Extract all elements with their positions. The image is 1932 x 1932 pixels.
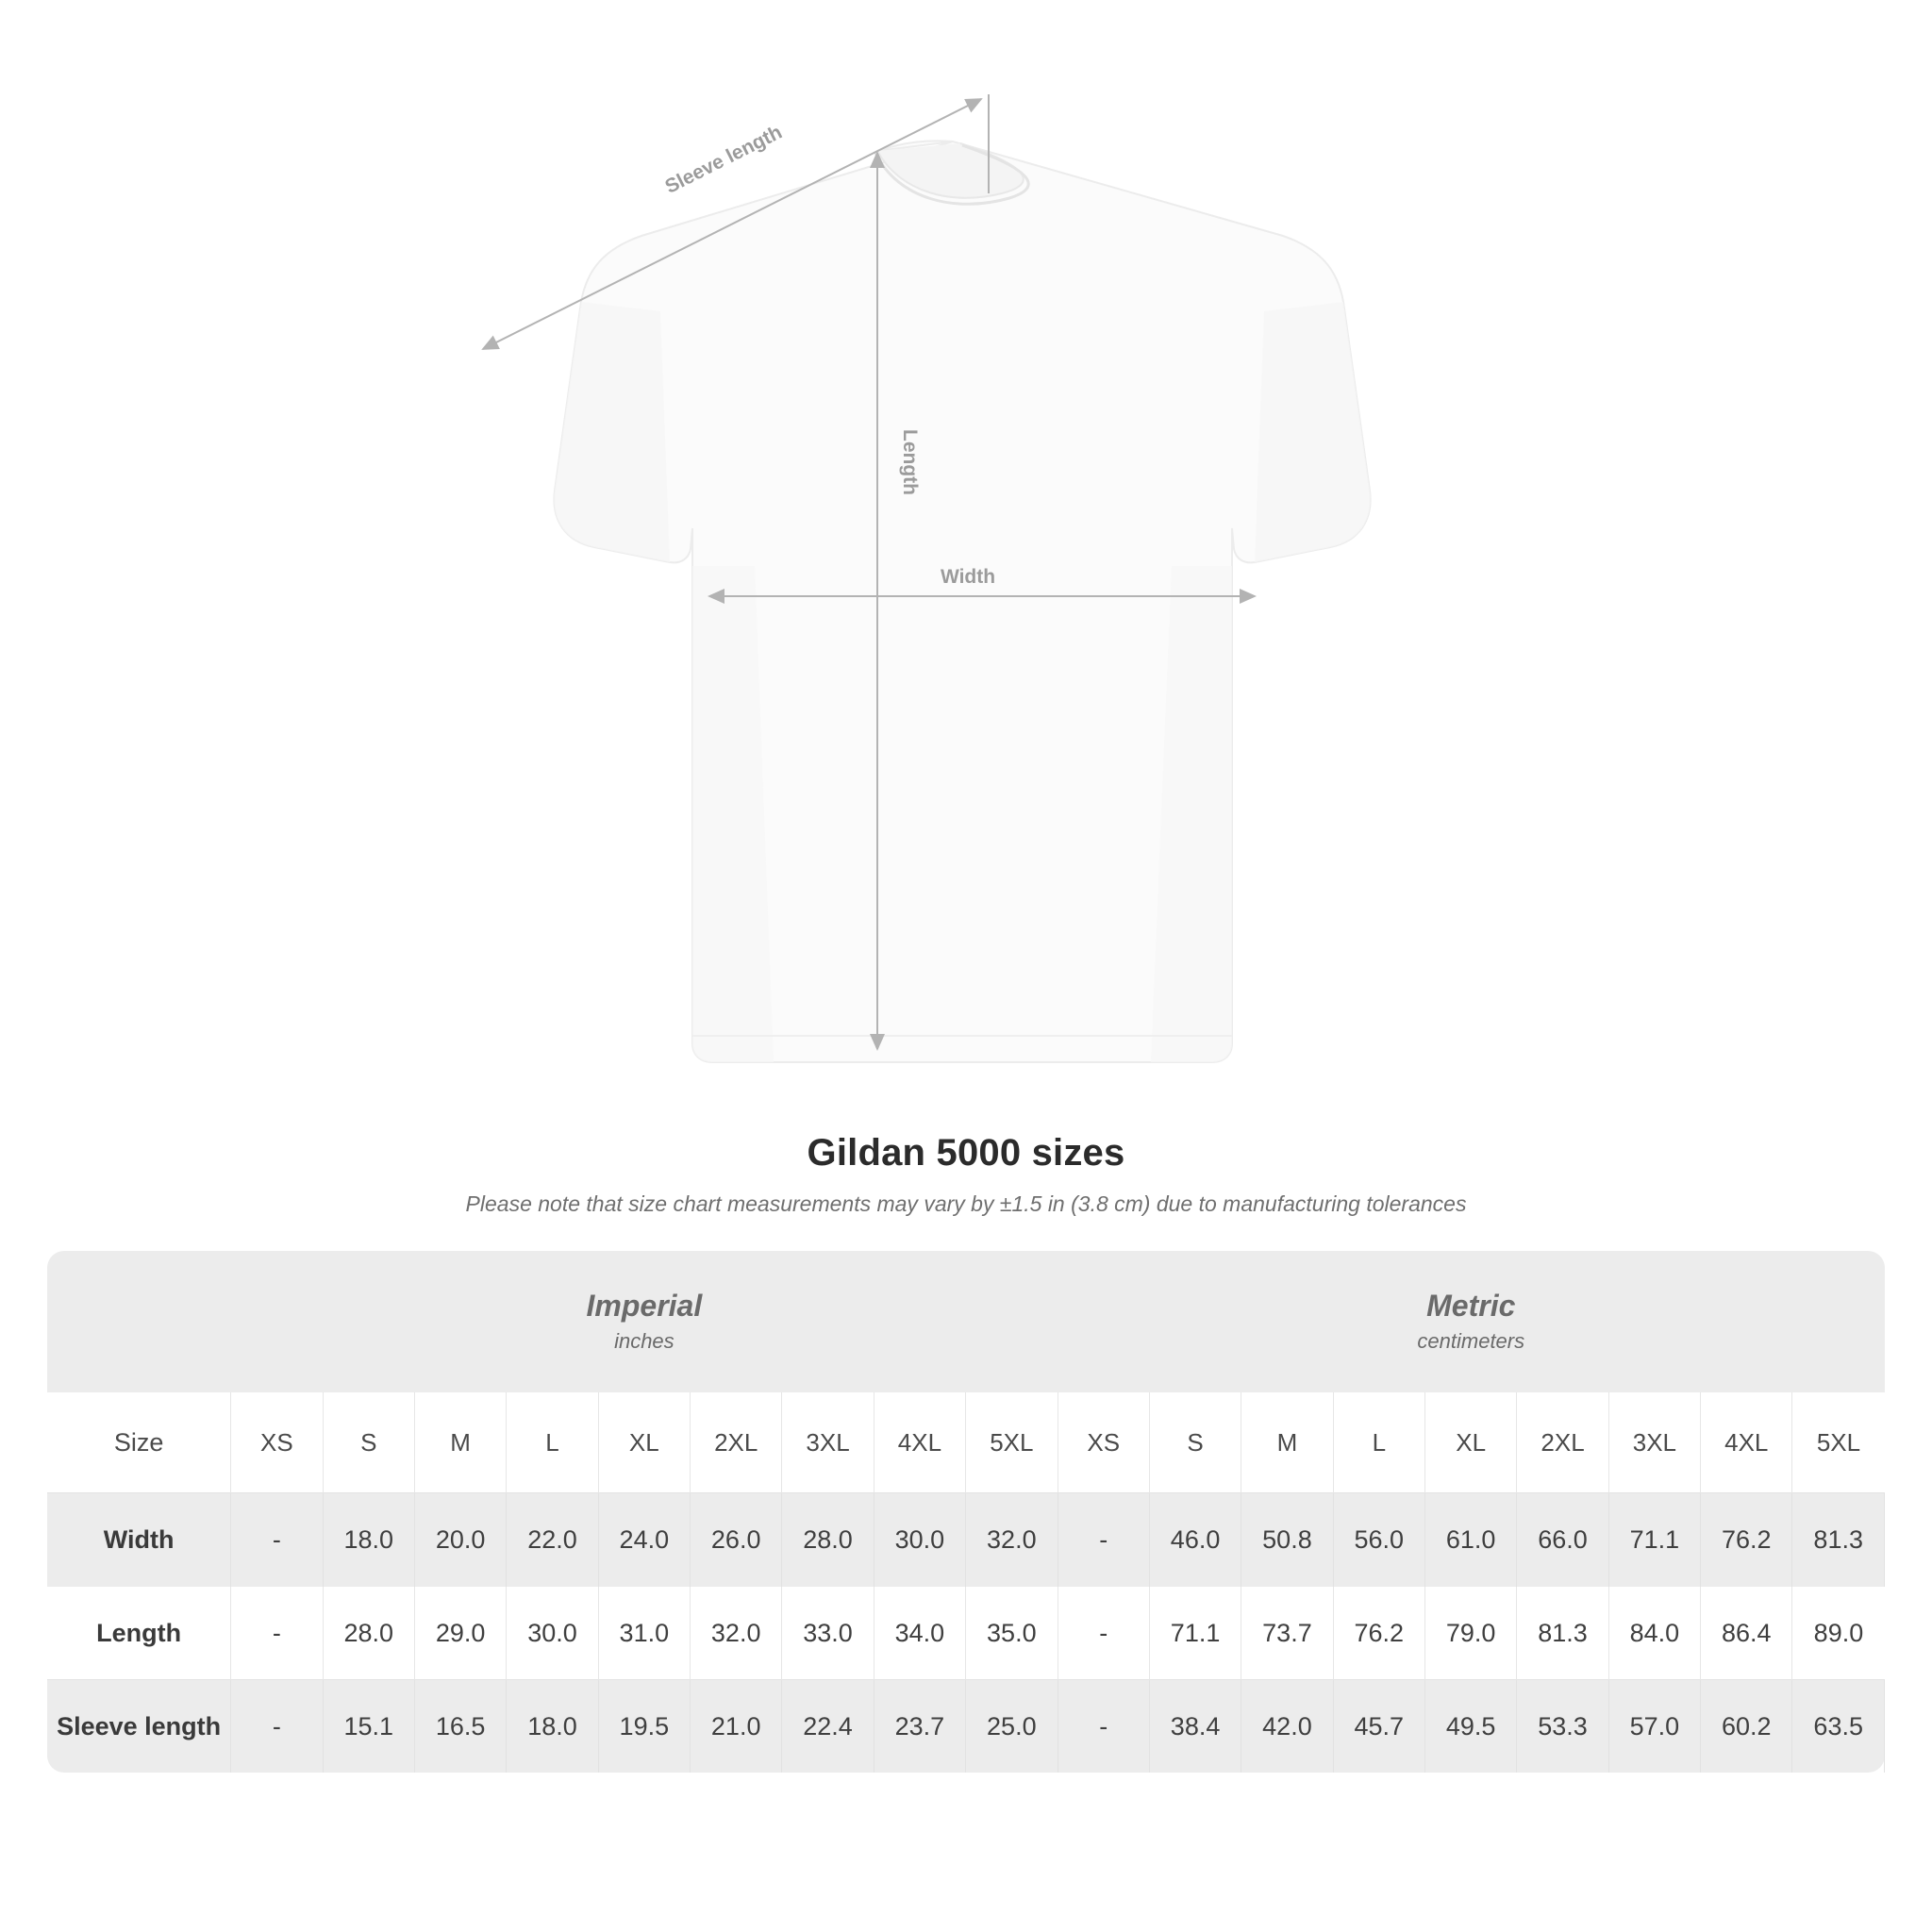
cell: 66.0 xyxy=(1517,1493,1608,1587)
unit-imperial-sub: inches xyxy=(614,1328,675,1353)
cell: 71.1 xyxy=(1149,1587,1241,1680)
cell: 73.7 xyxy=(1241,1587,1333,1680)
length-label: Length xyxy=(899,429,921,495)
cell: 35.0 xyxy=(966,1587,1058,1680)
cell: 21.0 xyxy=(691,1680,782,1774)
size-table xyxy=(47,1251,1885,1773)
cell: 86.4 xyxy=(1701,1587,1792,1680)
page-title: Gildan 5000 sizes xyxy=(807,1132,1125,1174)
cell: 22.0 xyxy=(507,1493,598,1587)
table-row xyxy=(47,1680,1885,1774)
cell: 34.0 xyxy=(874,1587,965,1680)
size-header-cell: 4XL xyxy=(1701,1392,1792,1493)
cell: 18.0 xyxy=(507,1680,598,1774)
cell: 23.7 xyxy=(874,1680,965,1774)
cell: 22.4 xyxy=(782,1680,874,1774)
cell: - xyxy=(1058,1493,1149,1587)
cell: 29.0 xyxy=(414,1587,506,1680)
row-label-width: Width xyxy=(47,1493,231,1587)
cell: 49.5 xyxy=(1424,1680,1516,1774)
cell: 42.0 xyxy=(1241,1680,1333,1774)
size-header-cell: 4XL xyxy=(874,1392,965,1493)
cell: 63.5 xyxy=(1792,1680,1885,1774)
tshirt-shape xyxy=(554,141,1370,1062)
cell: 45.7 xyxy=(1333,1680,1424,1774)
width-label: Width xyxy=(940,566,996,588)
size-header-cell: 3XL xyxy=(1608,1392,1700,1493)
cell: 50.8 xyxy=(1241,1493,1333,1587)
cell: 53.3 xyxy=(1517,1680,1608,1774)
size-header-cell: 2XL xyxy=(1517,1392,1608,1493)
row-label-length: Length xyxy=(47,1587,231,1680)
size-header-cell: 5XL xyxy=(1792,1392,1885,1493)
cell: 56.0 xyxy=(1333,1493,1424,1587)
size-header-cell: L xyxy=(1333,1392,1424,1493)
cell: 15.1 xyxy=(323,1680,414,1774)
sleeve-length-label: Sleeve length xyxy=(661,121,786,198)
unit-header-spacer xyxy=(47,1251,231,1392)
cell: 32.0 xyxy=(691,1587,782,1680)
cell: 24.0 xyxy=(598,1493,690,1587)
cell: 20.0 xyxy=(414,1493,506,1587)
size-header-cell: S xyxy=(1149,1392,1241,1493)
cell: 30.0 xyxy=(874,1493,965,1587)
cell: 26.0 xyxy=(691,1493,782,1587)
cell: 32.0 xyxy=(966,1493,1058,1587)
unit-header-imperial xyxy=(231,1251,1058,1392)
size-table-container xyxy=(47,1251,1885,1773)
cell: 30.0 xyxy=(507,1587,598,1680)
cell: - xyxy=(1058,1680,1149,1774)
size-header-cell: M xyxy=(414,1392,506,1493)
cell: 16.5 xyxy=(414,1680,506,1774)
cell: - xyxy=(231,1680,323,1774)
cell: 89.0 xyxy=(1792,1587,1885,1680)
unit-metric-name: Metric xyxy=(1426,1289,1516,1324)
size-header-cell: XS xyxy=(231,1392,323,1493)
cell: 61.0 xyxy=(1424,1493,1516,1587)
unit-header-row xyxy=(47,1251,1885,1392)
size-header-cell: XL xyxy=(1424,1392,1516,1493)
cell: 25.0 xyxy=(966,1680,1058,1774)
cell: 28.0 xyxy=(782,1493,874,1587)
cell: 19.5 xyxy=(598,1680,690,1774)
row-label-sleeve-length: Sleeve length xyxy=(47,1680,231,1774)
size-header-cell: 2XL xyxy=(691,1392,782,1493)
size-header-cell: M xyxy=(1241,1392,1333,1493)
cell: 76.2 xyxy=(1701,1493,1792,1587)
cell: 71.1 xyxy=(1608,1493,1700,1587)
cell: 28.0 xyxy=(323,1587,414,1680)
unit-header-metric xyxy=(1058,1251,1884,1392)
cell: - xyxy=(231,1587,323,1680)
cell: - xyxy=(1058,1587,1149,1680)
table-row xyxy=(47,1587,1885,1680)
cell: 84.0 xyxy=(1608,1587,1700,1680)
cell: 79.0 xyxy=(1424,1587,1516,1680)
size-header-cell: L xyxy=(507,1392,598,1493)
cell: 33.0 xyxy=(782,1587,874,1680)
cell: 76.2 xyxy=(1333,1587,1424,1680)
cell: - xyxy=(231,1493,323,1587)
cell: 46.0 xyxy=(1149,1493,1241,1587)
tolerance-note: Please note that size chart measurements may vary by ±1.5 in (3.8 cm) due to manufacturing tolerances xyxy=(465,1191,1467,1216)
cell: 57.0 xyxy=(1608,1680,1700,1774)
cell: 38.4 xyxy=(1149,1680,1241,1774)
size-header-cell: XL xyxy=(598,1392,690,1493)
cell: 18.0 xyxy=(323,1493,414,1587)
cell: 81.3 xyxy=(1517,1587,1608,1680)
size-header-label: Size xyxy=(47,1392,231,1493)
size-header-cell: S xyxy=(323,1392,414,1493)
size-header-cell: 5XL xyxy=(966,1392,1058,1493)
cell: 60.2 xyxy=(1701,1680,1792,1774)
size-header-row xyxy=(47,1392,1885,1493)
unit-metric-sub: centimeters xyxy=(1417,1328,1525,1353)
size-header-cell: 3XL xyxy=(782,1392,874,1493)
cell: 81.3 xyxy=(1792,1493,1885,1587)
size-header-cell: XS xyxy=(1058,1392,1149,1493)
table-row xyxy=(47,1493,1885,1587)
cell: 31.0 xyxy=(598,1587,690,1680)
unit-imperial-name: Imperial xyxy=(586,1289,703,1324)
